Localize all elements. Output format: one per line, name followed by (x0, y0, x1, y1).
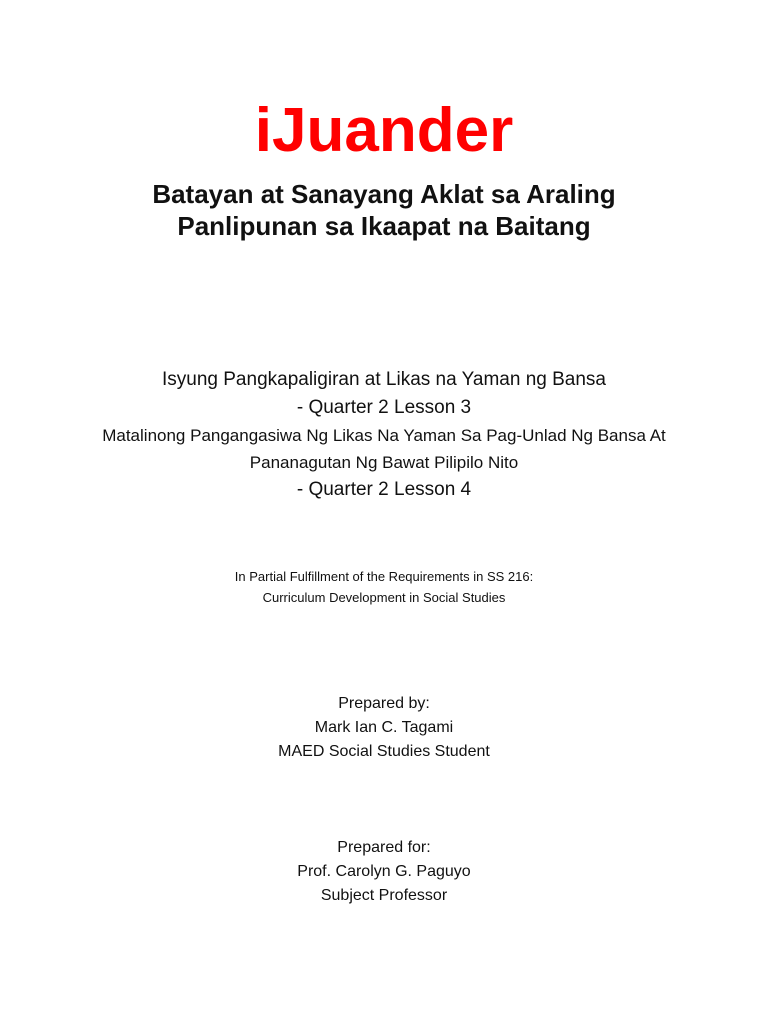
lesson-4-label: - Quarter 2 Lesson 4 (296, 479, 472, 500)
prepared-for-name: Prof. Carolyn G. Paguyo (297, 863, 471, 880)
prepared-for-role: Subject Professor (320, 887, 448, 904)
document-subtitle (0, 178, 768, 242)
prepared-by-block (0, 692, 768, 764)
lesson-3-title: Isyung Pangkapaligiran at Likas na Yaman ng Bansa (162, 369, 606, 390)
fulfillment-line-1: In Partial Fulfillment of the Requirements in SS 216: (234, 569, 534, 584)
subtitle-line-2: Panlipunan sa Ikaapat na Baitang (177, 211, 591, 241)
prepared-by-role: MAED Social Studies Student (278, 743, 490, 760)
subtitle-line-1: Batayan at Sanayang Aklat sa Araling (152, 179, 616, 209)
prepared-by-heading: Prepared by: (338, 695, 430, 712)
prepared-by-name: Mark Ian C. Tagami (314, 719, 454, 736)
lesson-topics (0, 366, 768, 504)
fulfillment-line-2: Curriculum Development in Social Studies (262, 590, 506, 605)
prepared-for-block (0, 836, 768, 908)
fulfillment-statement (0, 566, 768, 608)
document-title: iJuander (254, 96, 514, 165)
lesson-4-title-line-1: Matalinong Pangangasiwa Ng Likas Na Yaman Sa Pag-Unlad Ng Bansa At (102, 426, 666, 445)
lesson-3-label: - Quarter 2 Lesson 3 (296, 397, 472, 418)
lesson-4-title-line-2: Pananagutan Ng Bawat Pilipilo Nito (249, 453, 519, 472)
prepared-for-heading: Prepared for: (337, 839, 431, 856)
